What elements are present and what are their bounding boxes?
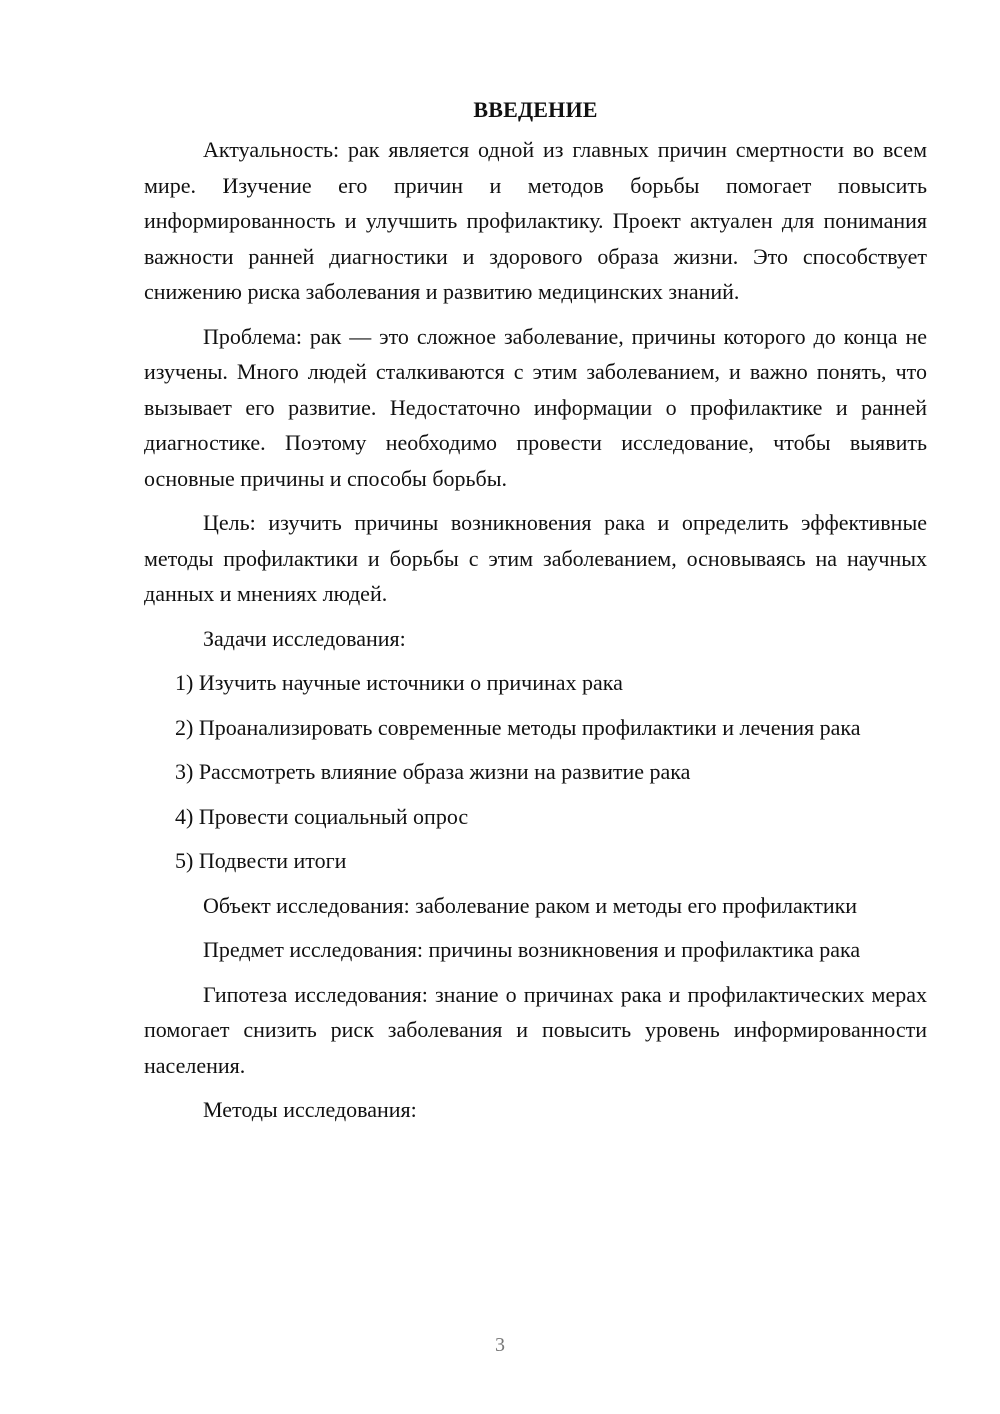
page-number: 3	[495, 1334, 505, 1356]
paragraph-hypothesis: Гипотеза исследования: знание о причинах рака и профилактических мерах помогает снизить риск заболевания и повысить уровень информированности населения.	[144, 981, 927, 1078]
task-item-1: 1) Изучить научные источники о причинах рака	[175, 670, 623, 695]
paragraph-tasks-title: Задачи исследования:	[203, 625, 406, 651]
document-page	[144, 92, 927, 1137]
task-item-4: 4) Провести социальный опрос	[175, 803, 469, 829]
task-item-5: 5) Подвести итоги	[175, 848, 347, 873]
task-item-2: 2) Проанализировать современные методы профилактики и лечения рака	[175, 714, 861, 740]
paragraph-goal: Цель: изучить причины возникновения рака и определить эффективные методы профилактики и борьбы с этим заболеванием, основываясь на научных данных и мнениях людей.	[144, 510, 927, 606]
paragraph-subject: Предмет исследования: причины возникновения и профилактика рака	[203, 937, 861, 962]
paragraph-relevance: Актуальность: рак является одной из главных причин смертности во всем мире. Изучение его причин и методов борьбы помогает повысить информированность и улучшить профилактику. Проект актуален для понимания важности ранней диагностики и здорового образа жизни. Это способствует снижению риска заболевания и развитию медицинских знаний.	[144, 137, 927, 304]
section-heading: ВВЕДЕНИЕ	[473, 97, 598, 122]
paragraph-problem: Проблема: рак — это сложное заболевание, причины которого до конца не изучены. Много людей сталкиваются с этим заболеванием, и важно понять, что вызывает его развитие. Недостаточно информации о профилактике и ранней диагностике. Поэтому необходимо провести исследование, чтобы выявить основные причины и способы борьбы.	[144, 323, 927, 491]
paragraph-object: Объект исследования: заболевание раком и методы его профилактики	[203, 892, 858, 918]
paragraph-methods-title: Методы исследования:	[203, 1097, 417, 1122]
task-item-3: 3) Рассмотреть влияние образа жизни на развитие рака	[175, 759, 691, 784]
